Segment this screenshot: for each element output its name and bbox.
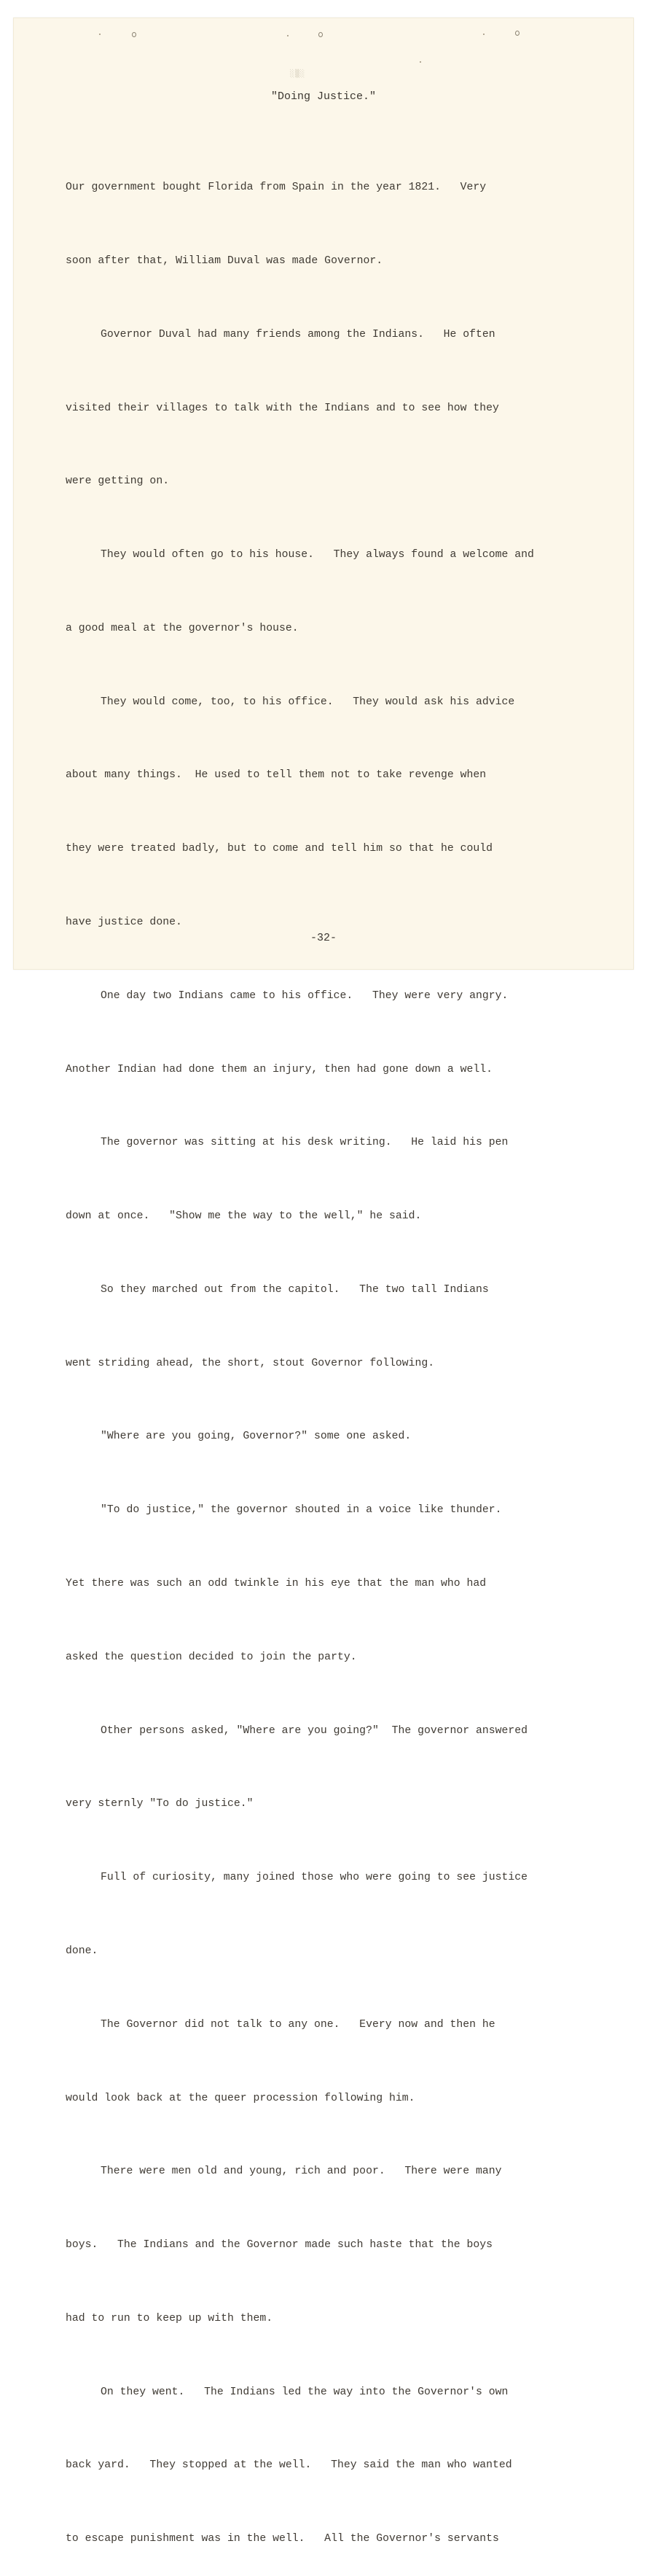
- text-line: visited their villages to talk with the Indians and to see how they: [66, 402, 499, 414]
- text-line: had to run to keep up with them.: [66, 2312, 273, 2324]
- text-line: were getting on.: [66, 475, 170, 488]
- paper-speck: [420, 61, 421, 63]
- faint-stamp: ░▒░: [290, 70, 306, 78]
- text-line: So they marched out from the capitol. The two tall Indians: [101, 1283, 489, 1296]
- text-line: to escape punishment was in the well. All the Governor's servants: [66, 2533, 499, 2545]
- text-line: They would often go to his house. They always found a welcome and: [101, 549, 534, 561]
- text-line: Other persons asked, "Where are you going?" The governor answered: [101, 1724, 528, 1737]
- text-line: On they went. The Indians led the way into the Governor's own: [101, 2386, 509, 2398]
- text-line: have justice done.: [66, 917, 182, 928]
- text-line: Another Indian had done them an injury, then had gone down a well.: [66, 1063, 493, 1075]
- text-line: Our government bought Florida from Spain in the year 1821. Very: [66, 182, 487, 194]
- paper-speck: [99, 34, 101, 35]
- text-line: They would come, too, to his office. They would ask his advice: [101, 696, 515, 708]
- paper-speck: [483, 34, 485, 35]
- text-line: very sternly "To do justice.": [66, 1798, 254, 1810]
- text-line: down at once. "Show me the way to the well," he said.: [66, 1210, 422, 1223]
- typed-body: [66, 127, 605, 2576]
- page-title: "Doing Justice.": [270, 90, 377, 103]
- text-line: One day two Indians came to his office. They were very angry.: [101, 989, 509, 1002]
- text-line: would look back at the queer procession following him.: [66, 2092, 415, 2104]
- punch-hole-right: [515, 31, 519, 36]
- text-line: There were men old and young, rich and poor. There were many: [101, 2166, 502, 2178]
- text-line: about many things. He used to tell them not to take revenge when: [66, 769, 487, 782]
- text-line: Yet there was such an odd twinkle in his eye that the man who had: [66, 1578, 487, 1590]
- punch-hole-center: [318, 32, 323, 37]
- text-line: "Where are you going, Governor?" some one asked.: [101, 1431, 412, 1443]
- text-line: The governor was sitting at his desk writing. He laid his pen: [101, 1137, 509, 1149]
- text-line: boys. The Indians and the Governor made such haste that the boys: [66, 2239, 493, 2252]
- text-line: asked the question decided to join the party.: [66, 1651, 357, 1663]
- paper-speck: [287, 35, 289, 36]
- text-line: they were treated badly, but to come and tell him so that he could: [66, 843, 493, 855]
- text-line: The Governor did not talk to any one. Every now and then he: [101, 2018, 495, 2031]
- text-line: "To do justice," the governor shouted in a voice like thunder.: [101, 1504, 502, 1517]
- text-line: went striding ahead, the short, stout Governor following.: [66, 1357, 435, 1369]
- text-line: Full of curiosity, many joined those who were going to see justice: [101, 1872, 528, 1884]
- text-line: back yard. They stopped at the well. They said the man who wanted: [66, 2459, 512, 2472]
- text-line: done.: [66, 1945, 98, 1957]
- punch-hole-left: [132, 32, 136, 37]
- page-number: -32-: [310, 932, 337, 944]
- text-line: soon after that, William Duval was made Governor.: [66, 254, 383, 267]
- text-line: a good meal at the governor's house.: [66, 622, 299, 634]
- text-line: Governor Duval had many friends among the Indians. He often: [101, 328, 495, 341]
